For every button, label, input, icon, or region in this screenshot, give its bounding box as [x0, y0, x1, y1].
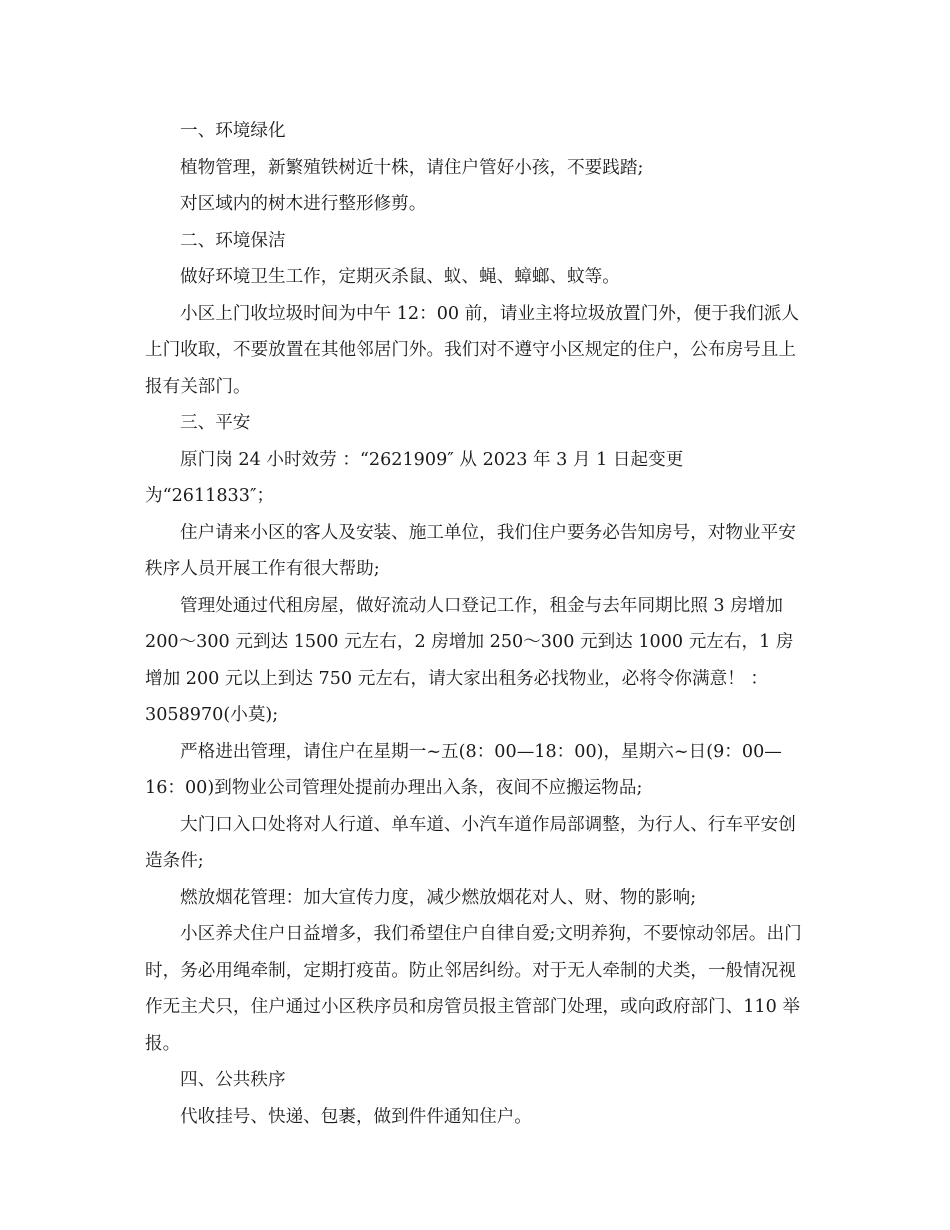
paragraph-garbage-collection: 小区上门收垃圾时间为中午 12：00 前，请业主将垃圾放置门外，便于我们派人上门收取，不要放置在其他邻居门外。我们对不遵守小区规定的住户，公布房号且上报有关部门。	[145, 303, 799, 397]
paragraph-gate-phone: 原门岗 24 小时效劳 ：“2621909″ 从 2023 年 3 月 1 日起变更为“2611833″；	[145, 449, 684, 506]
section-heading-safety: 三、平安	[180, 413, 251, 433]
paragraph-plant-management: 植物管理，新繁殖铁树近十株，请住户管好小孩，不要践踏;	[180, 157, 644, 178]
paragraph-gate-adjustment: 大门口入口处将对人行道、单车道、小汽车道作局部调整，为行人、行车平安创造条件;	[145, 814, 796, 871]
paragraph-access-control: 严格进出管理，请住户在星期一~五(8：00—18：00)，星期六~日(9：00—16：00)到物业公司管理处提前办理出入条，夜间不应搬运物品;	[145, 741, 782, 798]
paragraph-sanitation: 做好环境卫生工作，定期灭杀鼠、蚁、蝇、蟑螂、蚊等。	[180, 267, 620, 287]
paragraph-rental: 管理处通过代租房屋，做好流动人口登记工作，租金与去年同期比照 3 房增加 200～300 元到达 1500 元左右，2 房增加 250～300 元到达 1000 元左右，1 房增加 200 元以上到达 750 元左右，请大家出租务必找物业，必将令你满意！ ：3058970(小莫);	[145, 595, 794, 725]
paragraph-fireworks: 燃放烟花管理：加大宣传力度，减少燃放烟花对人、财、物的影响;	[180, 887, 697, 908]
paragraph-parcels: 代收挂号、快递、包裹，做到件件通知住户。	[180, 1106, 532, 1127]
paragraph-dogs: 小区养犬住户日益增多，我们希望住户自律自爱;文明养狗，不要惊动邻居。出门时，务必用绳牵制，定期打疫苗。防止邻居纠纷。对于无人牵制的犬类，一般情况视作无主犬只，住户通过小区秩序员和房管员报主管部门处理，或向政府部门、110 举报。	[145, 924, 802, 1054]
paragraph-visitors: 住户请来小区的客人及安装、施工单位，我们住户要务必告知房号，对物业平安秩序人员开展工作有很大帮助;	[145, 522, 796, 579]
section-heading-environment-greening: 一、环境绿化	[180, 121, 286, 141]
paragraph-tree-pruning: 对区域内的树木进行整形修剪。	[180, 194, 427, 214]
section-heading-environment-cleaning: 二、环境保洁	[180, 230, 286, 251]
section-heading-public-order: 四、公共秩序	[180, 1070, 286, 1090]
